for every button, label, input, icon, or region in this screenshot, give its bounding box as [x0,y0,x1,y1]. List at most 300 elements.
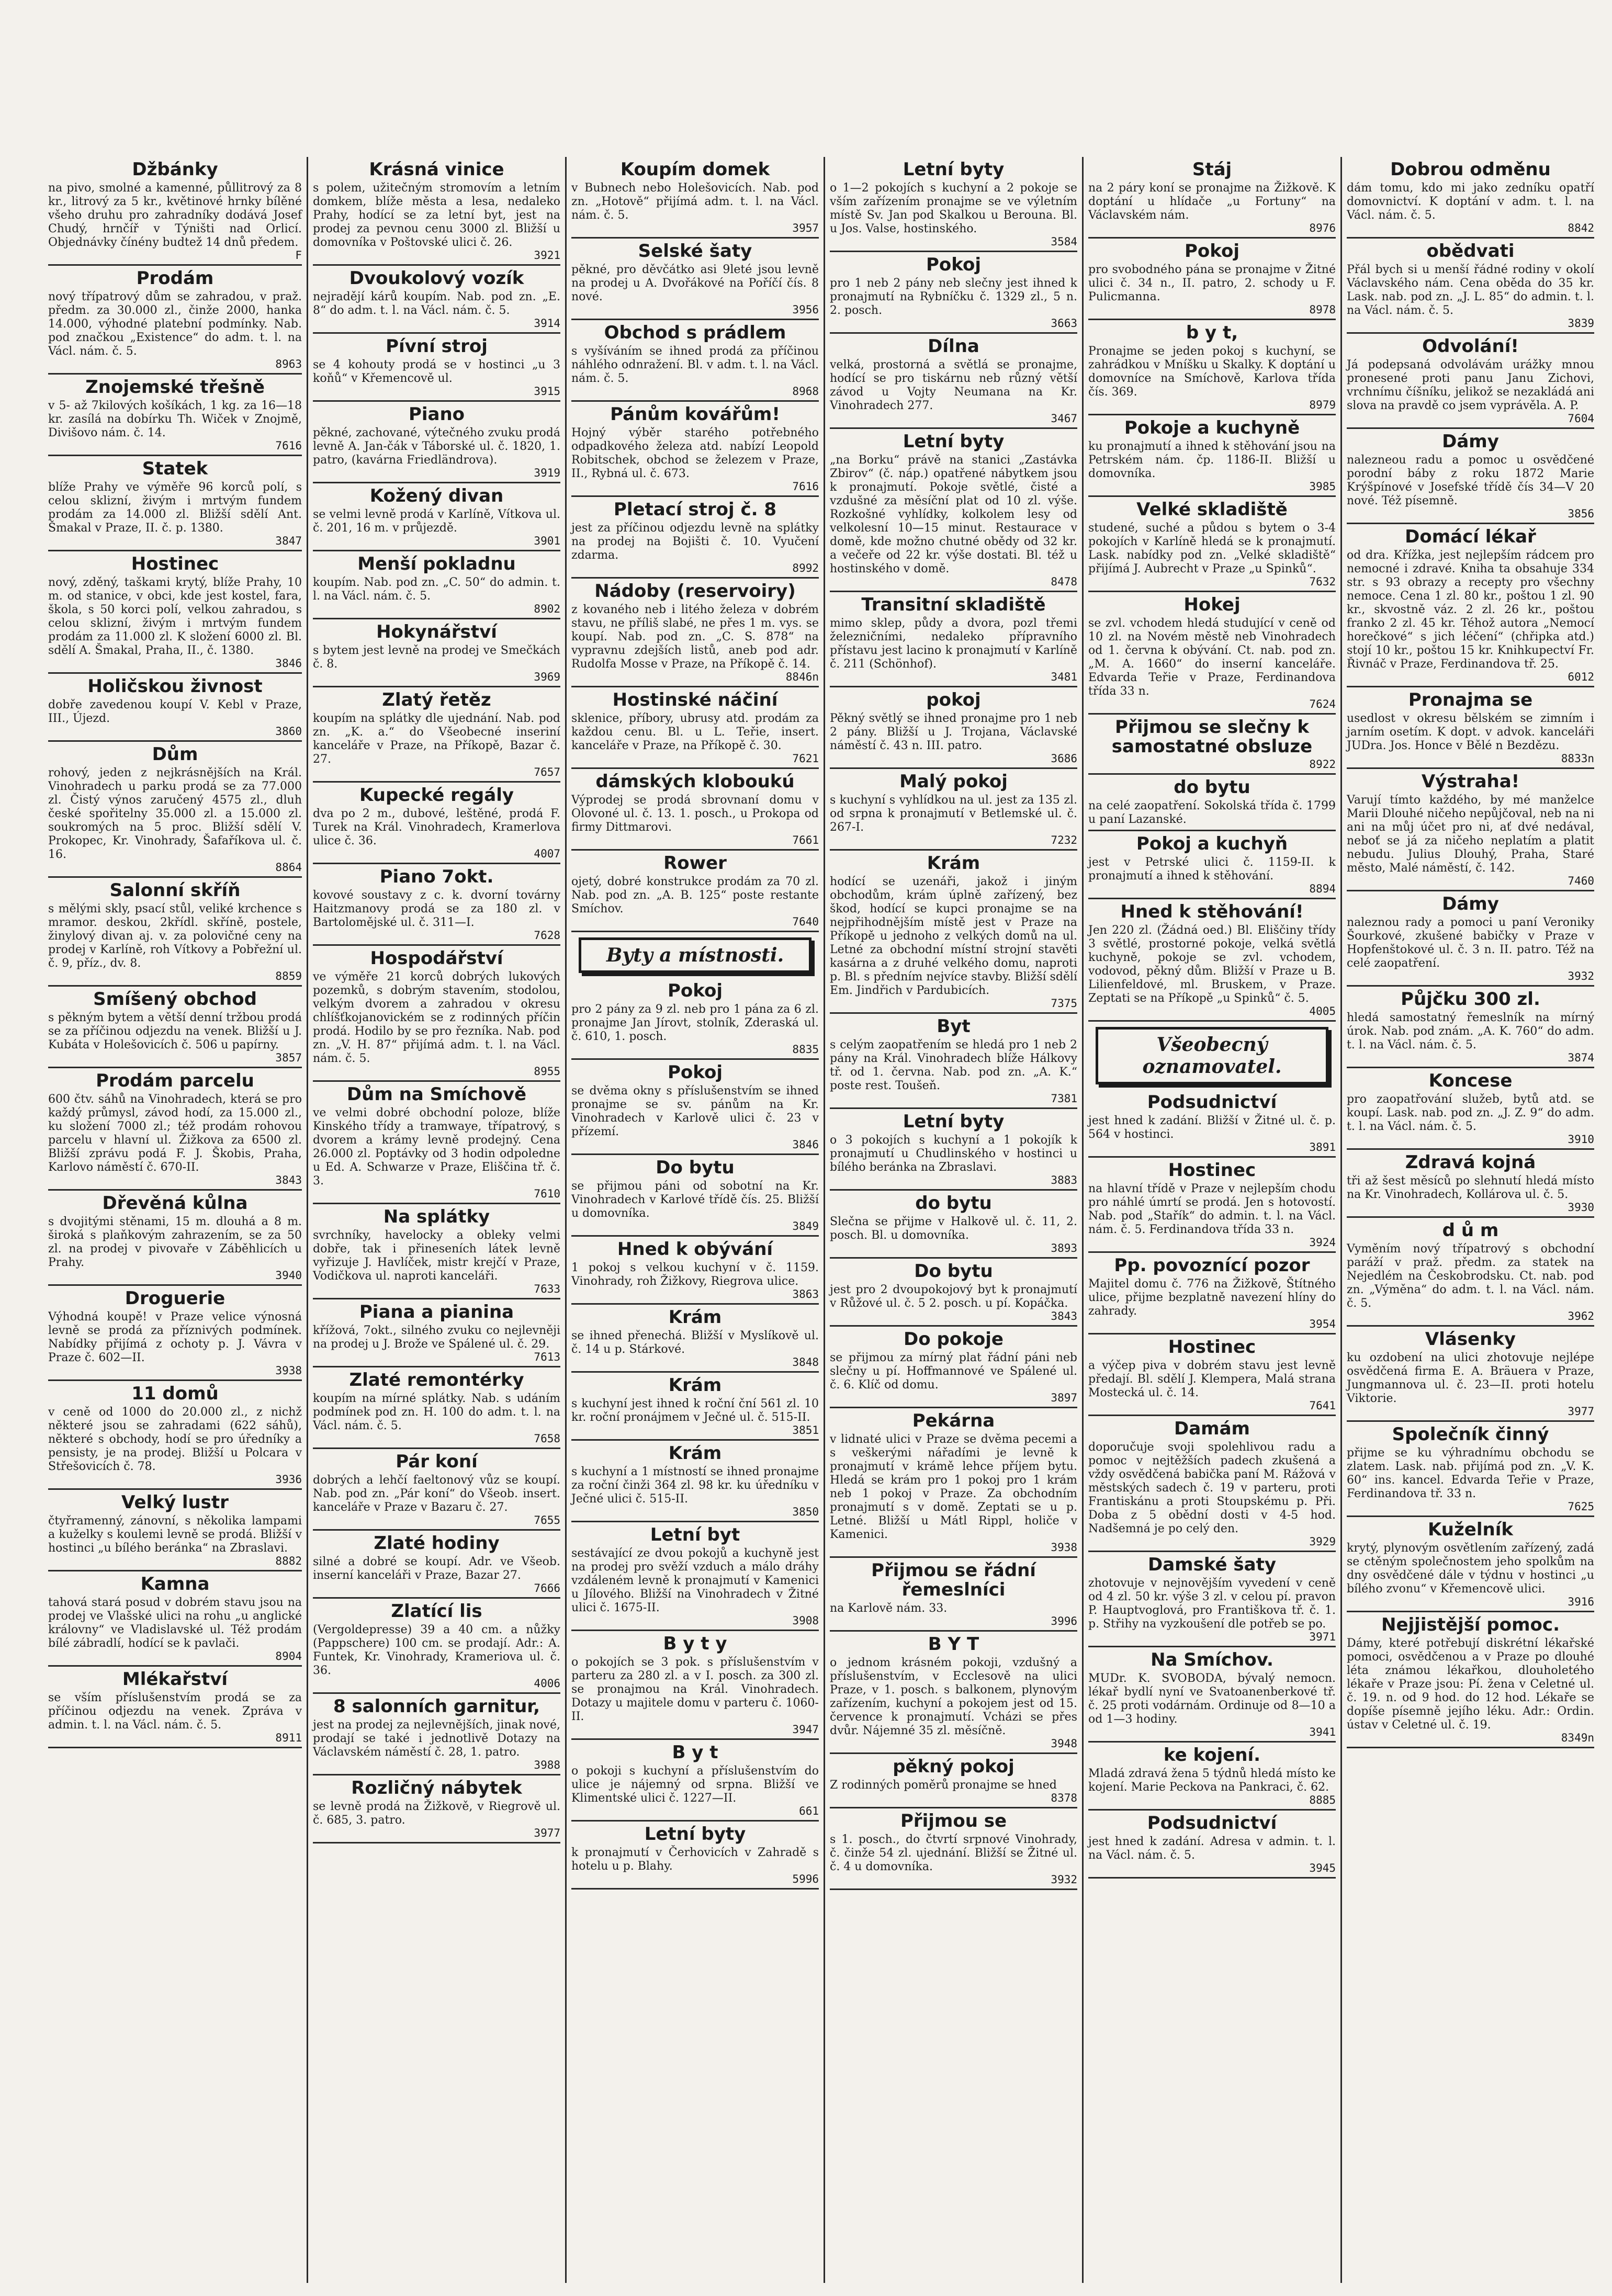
ad-title: Prodám parcelu [96,1070,254,1091]
ad-body: o 3 pokojích s kuchyní a 1 pokojík k pronajmutí u Chudlinského v hostinci u bílého beránka na Zbraslavi. [830,1134,1077,1174]
ad-body: o pokoji s kuchyní a příslušenstvím do ulice je nájemný od srpna. Bližší ve Klimentské ulici č. 1227—II. [571,1765,819,1805]
ad-body: křížová, 7okt., silného zvuku co nejlevněji na prodej u J. Brože ve Spálené ul. č. 29. [313,1324,560,1351]
classified-ad [571,978,819,1060]
classified-ad [571,1822,819,1890]
classified-ad [1347,987,1594,1068]
ad-title: Damám [1174,1418,1250,1439]
ad-code: 7661 [792,834,819,846]
ad-body: s 1. posch., do čtvrtí srpnové Vinohrady, č. činže 54 zl. ujednání. Bližší se Žitné ul. č. 4 u domovníka. [830,1833,1077,1873]
ad-body: přijme se ku výhradnímu obchodu se zlatem. Lask. nab. přijímá pod zn. „V. K. 60“ ins. kancel. Edvarda Teřie v Praze, Ferdinandova tř. 33 n. [1347,1446,1594,1500]
ad-body: z kovaného neb i litého železa v dobrém stavu, ne příliš slabé, ne přes 1 m. vys. se koupí. Nab. pod zn. „C. S. 878“ na vypravnu zdejších listů, aneb pod adr. Rudolfa Mosse v Praze, na Příkopě č. 14. [571,603,819,671]
classified-ad [571,687,819,769]
ad-title: Dům na Smíchově [346,1084,527,1105]
classified-ad [48,157,302,266]
ad-body: jest na prodej za nejlevnějších, jinak nové, prodají se také i jednotlivě Dotazy na Václavském náměstí č. 28, 1. patro. [313,1718,560,1759]
ad-title: Zlatící lis [391,1601,482,1622]
ad-title: Zdravá kojná [1405,1152,1536,1173]
ad-code: 3874 [1568,1051,1594,1064]
classified-ad [1347,1218,1594,1327]
ad-code: 7640 [792,915,819,928]
ad-title: Pánům kovářům! [610,404,780,425]
classified-ad [571,157,819,239]
ad-code: 3919 [534,467,560,479]
ad-body: o jednom krásném pokoji, vzdušný a příslušenstvím, v Ecclesově na ulici Praze, v 1. posch. s balkonem, plynovým zařízením, kuchyní a pokojem jest od 15. července k pronajmutí. Vcházi se přes dvůr. Nájemné 35 zl. měsíčně. [830,1656,1077,1737]
ad-title: Prodám [136,268,214,289]
ad-title: Rozličný nábytek [351,1778,522,1799]
ad-body: ku ozdobení na ulici zhotovuje nejlépe osvědčená firma E. A. Bräuera v Praze, Jungmannova ul. č. 23—II. proti hotelu Viktorie. [1347,1351,1594,1405]
ad-code: 7641 [1309,1399,1336,1412]
ad-code: 8911 [275,1732,302,1744]
classified-ad [1088,775,1336,831]
ad-body: o 1—2 pokojích s kuchyní a 2 pokoje se vším zařízením pronajme se ve výletním místě Sv. Jan pod Skalkou u Berouna. Bl. u Jos. Valse, hostinského. [830,182,1077,235]
ad-code: 3584 [1051,235,1077,248]
ad-body: pěkné, pro děvčátko asi 9leté jsou levně na prodej u A. Dvořákové na Poříčí čís. 8 nové. [571,263,819,303]
ad-code: 3843 [1051,1310,1077,1322]
classified-ad [48,742,302,878]
ad-code: 3969 [534,671,560,683]
ad-code: 8979 [1309,399,1336,411]
ad-body: na pivo, smolné a kamenné, půllitrový za 8 kr., litrový za 5 kr., květinové hrnky bílěné všeho druhu pro zahradníky dodává Josef Chudý, hrnčíř v Týništi nad Orlicí. Objednávky čínény budtež 14 dnů předem. [48,182,302,249]
ad-code: 3686 [1051,752,1077,765]
ad-body: nový třípatrový dům se zahradou, v praž. předm. za 30.000 zl., činže 2000, hanka 14.000, výhodné platební podmínky. Nab. pod značkou „Existence“ do adm. t. l. na Václ. nám. č. 5. [48,290,302,358]
ad-body: k pronajmutí v Čerhovicích v Zahradě s hotelu u p. Blahy. [571,1846,819,1873]
ad-code: 8378 [1051,1792,1077,1804]
classified-ad [1088,1743,1336,1811]
ad-code: 3850 [792,1506,819,1518]
classified-ad [1088,1647,1336,1743]
ad-code: 8833n [1561,752,1594,765]
ad-body: blíže Prahy ve výměře 96 korců polí, s celou sklizní, živým i mrtvým fundem prodám za 14.000 zl. Bližší sdělí Ant. Šmakal v Praze, II. č. p. 1380. [48,481,302,535]
ad-body: ve velmi dobré obchodní poloze, blíže Kinského třídy a tramwaye, třípatrový, s dvorem a krámy levně prodejný. Cena 26.000 zl. Poptávky od 3 hodin odpoledne u Ed. A. Schwarze v Praze, Eliščina tř. č. 3. [313,1106,560,1187]
ad-code: 661 [799,1805,819,1817]
classified-ad [1088,715,1336,775]
classified-ad [313,402,560,483]
classified-ad [571,1631,819,1740]
ad-body: na hlavní třídě v Praze v nejlepším chodu pro náhlé úmrtí se prodá. Jen s hotovostí. Nab. pod „Stařík“ do admin. t. l. na Václ. nám. č. 5. Ferdinandova třída 33 n. [1088,1182,1336,1236]
classified-ad [1347,687,1594,769]
ad-title: Krám [668,1375,722,1396]
ad-code: 3932 [1568,970,1594,982]
ad-body: na celé zaopatření. Sokolská třída č. 1799 u paní Lazanské. [1088,799,1336,826]
ad-code: 8835 [792,1043,819,1056]
ad-title: Hostinské náčiní [612,689,778,710]
ad-body: Vyměním nový třípatrový s obchodní paráží v praž. předm. za statek na Nejedlém na Českobrodsku. Ct. nab. pod zn. „Výměna“ do adm. t. l. na Václ. nám. č. 5. [1347,1242,1594,1310]
ad-title: d ů m [1442,1220,1499,1241]
ad-body: hledá samostatný řemeslník na mírný úrok. Nab. pod znám. „A. K. 760“ do adm. t. l. na Václ. nám. č. 5. [1347,1011,1594,1051]
ad-body: se vším příslušenstvím prodá se za příčinou odjezdu na venek. Zpráva v admin. t. l. na Václ. nám. č. 5. [48,1691,302,1732]
ad-code: 7621 [792,752,819,765]
ad-code: 3977 [534,1827,560,1839]
ad-title: B Y T [928,1634,979,1655]
ad-code: 7624 [1309,698,1336,710]
classified-ad [1088,592,1336,715]
ad-title: Podsudnictví [1147,1813,1277,1834]
ad-code: 3857 [275,1051,302,1064]
ad-title: dámských kloboukú [595,771,795,792]
classified-ad [1088,1090,1336,1158]
ad-code: 3897 [1051,1392,1077,1404]
ad-title: Pívní stroj [386,336,488,357]
ad-code: 3910 [1568,1133,1594,1146]
ad-title: Obchod s prádlem [604,322,786,343]
ad-title: Pokoj a kuchyň [1136,833,1288,854]
ad-body: Mladá zdravá žena 5 týdnů hledá místo ke kojení. Marie Peckova na Pankraci, č. 62. [1088,1767,1336,1794]
classified-ad [830,1259,1077,1327]
ad-body: pro svobodného pána se pronajme v Žitné ulici č. 34 n., II. patro, 2. schody u F. Pulicmanna. [1088,263,1336,303]
ad-title: Malý pokoj [899,771,1008,792]
ad-body: Výhodná koupě! v Praze velice výnosná levně se prodá za příznivých podmínek. Nabídky přijímá z ochoty p. J. Vávra v Praze č. 602—II. [48,1310,302,1364]
ad-title: Na Smíchov. [1151,1649,1273,1670]
classified-ad [830,1558,1077,1632]
ad-code: 8902 [534,603,560,615]
ad-title: Pletací stroj č. 8 [613,499,777,520]
classified-ad [1347,334,1594,429]
ad-body: Pronajme se jeden pokoj s kuchyní, se zahrádkou v Mníšku u Skalky. K doptání u domovníce na Smíchově, Karlova třída čís. 369. [1088,345,1336,399]
classified-ad [1347,429,1594,524]
ad-code: F [295,249,302,262]
ad-title: Pronajma se [1408,689,1533,710]
classified-ad [48,266,302,375]
ad-title: Droguerie [125,1288,226,1309]
ad-title: Do pokoje [904,1329,1004,1350]
ad-body: Hojný výběr starého potřebného odpadkového železa atd. nabízí Leopold Robitschek, obchod se železem v Praze, II., Rybná ul. č. 673. [571,426,819,480]
classified-ad [1088,899,1336,1022]
ad-code: 8992 [792,562,819,574]
ad-title: Hned k obývání [617,1239,773,1260]
ad-code: 8978 [1309,303,1336,316]
ad-code: 4005 [1309,1005,1336,1017]
classified-ad [571,239,819,320]
section-heading: Všeobecný oznamovatel. [1096,1027,1328,1084]
ad-title: Vlásenky [1425,1329,1516,1350]
ad-body: v lidnaté ulici v Praze se dvěma pecemi a s veškerými nářadími je levně k pronajmutí v krámě lehce příjem bytu. Hledá se krám pro 1 pokoj pro 1 krám neb 1 pokoj v Praze. Za obchodním pronajmutí s v domě. Zeptati se u p. Letné. Bližší u Mátl Rippl, holiče v Kamenici. [830,1433,1077,1541]
ad-code: 3846 [275,657,302,670]
classified-ad [830,851,1077,1014]
ad-code: 3467 [1051,412,1077,425]
classified-ad [313,334,560,402]
ad-body: na 2 páry koní se pronajme na Žižkově. K doptání u hlídače „u Fortuny“ na Václavském nám. [1088,182,1336,222]
classified-ad [830,334,1077,429]
ad-body: s polem, užitečným stromovím a letním domkem, blíže města a lesa, nedaleko Prahy, hodící se za letní byt, jest na prodej za pevnou cenu 3000 zl. Bližší u domovníka v Poštovské ulici č. 26. [313,182,560,249]
ad-body: doporučuje svoji spolehlivou radu a pomoc v nejtěžších padech zkušená a vždy osvědčená babička paní M. Rážová v městských sadech č. 19 v parteru, proti Frantiskánu a proti Stoupskému p. Při. Doba z 5 obědní dosti v 4-5 hod. Nadšemná je po celý den. [1088,1441,1336,1535]
classified-ad [1088,415,1336,497]
ad-title: b y t, [1186,322,1238,343]
ad-title: Zlaté hodiny [374,1533,500,1554]
classified-ad [1347,1327,1594,1422]
ad-code: 3916 [1568,1596,1594,1608]
ad-body: MUDr. K. SVOBODA, bývalý nemocn. lékař bydlí nyní ve Svatoanenberkové tř. č. 25 proti vodárnám. Ordinuje od 8—10 a od 1—3 hodiny. [1088,1672,1336,1726]
ad-title: Smíšený obchod [93,989,257,1010]
ad-code: 7655 [534,1514,560,1526]
ad-title: Hospodářství [370,948,503,969]
ad-body: s dvojitými stěnami, 15 m. dlouhá a 8 m. široká s plaňkovým zahrazením, se za 50 zl. na prodej v pivovaře v Záběhlicích u Prahy. [48,1215,302,1269]
ad-title: Dvoukolový vozík [349,268,524,289]
ad-body: koupím na mírné splátky. Nab. s udáním podmínek pod zn. H. 100 do adm. t. l. na Václ. nám. č. 5. [313,1392,560,1432]
ad-body: s kuchyní s vyhlídkou na ul. jest za 135 zl. od srpna k pronajmutí v Betlemské ul. č. 267-I. [830,794,1077,834]
classified-ad [313,619,560,687]
ad-code: 8885 [1309,1794,1336,1806]
classified-ad [830,1808,1077,1890]
classified-ad [830,429,1077,592]
classified-ad [48,456,302,551]
ad-title: Piana a pianina [359,1302,514,1322]
classified-ad [571,769,819,851]
ad-code: 3957 [792,222,819,234]
ad-title: Letní byty [903,1111,1005,1132]
ad-body: pro zaopatřování služeb, bytů atd. se koupí. Lask. nab. pod zn. „J. Z. 9“ do adm. t. l. na Václ. nám. č. 5. [1347,1093,1594,1133]
classified-ad [571,320,819,402]
classified-ad [48,551,302,674]
ad-title: Hostinec [131,553,219,574]
classified-ad [1088,1158,1336,1253]
ad-body: Jen 220 zl. (Žádná oed.) Bl. Eliščiny třídy 3 světlé, prostorné pokoje, velká světlá kuchyně, pokoje se zvl. vchodem, vodovod, pěkný dům. Bližší v Praze u B. Lilienfeldové, ml. Bruskem, v Praze. Zeptati se na Příkopě „u Spinků“ č. 5. [1088,924,1336,1005]
ad-title: Pokoj [1185,241,1239,262]
ad-code: 8882 [275,1555,302,1567]
ad-code: 7628 [534,929,560,942]
classified-ad [830,1014,1077,1109]
ad-code: 3977 [1568,1405,1594,1418]
ad-code: 8904 [275,1650,302,1662]
ad-title: Dobrou odměnu [1390,159,1551,180]
ad-body: se dvěma okny s příslušenstvím se ihned pronajme se sv. pánům na Kr. Vinohradech v Karlově ulici č. 23 v přízemí. [571,1084,819,1138]
ad-code: 3901 [534,535,560,547]
ad-code: 3945 [1309,1862,1336,1874]
ad-body: silné a dobré se koupí. Adr. ve Všeob. inserní kanceláři v Praze, Bazar 27. [313,1555,560,1582]
ad-body: krytý, plynovým osvětlením zařízený, zadá se ctěným společnostem jeho spolkům na dny osvědčené dále v týdnu v hostinci „u bílého zvonu“ v Křemencově ulici. [1347,1542,1594,1596]
ad-body: „na Borku“ právě na stanici „Zastávka Zbirov“ (č. náp.) opatřené nábytkem jsou k pronajmutí. Pokoje světlé, čisté a vzdušné za měsíční plat od 10 zl. výše. Rozkošné vyhlídky, kolkolem lesy od velkolesní 10—15 minut. Restaurace v domě, kde možno chutné obědy od 32 kr. a večeře od 22 kr. výše dostati. Bl. též u hostinského v domě. [830,454,1077,575]
ad-body: tři až šest měsíců po slehnutí hledá místo na Kr. Vinohradech, Kollárova ul. č. 5. [1347,1174,1594,1201]
ad-code: 3936 [275,1473,302,1486]
ad-title: Pár koní [396,1451,478,1472]
ad-code: 3846 [792,1138,819,1151]
ad-title: Hostinec [1168,1160,1256,1181]
ad-body: 1 pokoj s velkou kuchyní v č. 1159. Vinohrady, roh Žižkovy, Riegrova ulice. [571,1261,819,1288]
classified-ad [48,1191,302,1286]
classified-ad [48,1490,302,1571]
ad-code: 3481 [1051,671,1077,683]
classified-ad [1088,157,1336,239]
classified-ad [48,1571,302,1667]
ad-title: Hned k stěhování! [1120,901,1304,922]
ad-code: 3915 [534,385,560,398]
ad-code: 8963 [275,358,302,370]
ad-title: ke kojení. [1163,1745,1261,1766]
ad-code: 7666 [534,1582,560,1594]
ad-code: 3954 [1309,1318,1336,1330]
classified-ad [313,1531,560,1599]
classified-ad [571,1155,819,1237]
classified-ad [48,878,302,987]
column-1 [48,157,307,2283]
classified-ad [1088,831,1336,899]
classified-ad [1088,1334,1336,1416]
ad-title: Letní byty [644,1824,746,1845]
ad-code: 3948 [1051,1737,1077,1750]
ad-body: s mělými skly, psací stůl, veliké krchence s mramor. deskou, 2křídl. skříně, postele, žinylový divan aj. v. za polovičné ceny na prodej v Karlíně, roh Vítkovy a Pobřežní ul. č. 9, příz., dv. 8. [48,902,302,970]
ad-title: Půjčku 300 zl. [1401,989,1540,1010]
ad-code: 8968 [792,385,819,398]
classified-ad [830,1408,1077,1558]
ad-body: Já podepsaná odvolávám urážky mnou pronesené proti panu Janu Zichovi, vrchnímu číšníku, jelikož se nezakládá ani slova na pravdě co jsem vyprávěla. A. P. [1347,358,1594,412]
classified-ad [571,1305,819,1373]
classified-ad [1088,1253,1336,1334]
ad-title: Do bytu [656,1157,735,1178]
ad-title: Pokoj [926,254,981,275]
ad-code: 8864 [275,861,302,874]
ad-body: s kuchyní jest ihned k roční ční 561 zl. 10 kr. roční pronájmem v Ječné ul. č. 515-II. [571,1397,819,1424]
classified-ad [830,1754,1077,1808]
classified-ad [48,1667,302,1748]
ad-title: Kamna [140,1574,210,1594]
ad-title: Krám [668,1307,722,1328]
ad-code: 3941 [1309,1726,1336,1738]
ad-code: 3940 [275,1269,302,1282]
ad-body: nejradějí kárů koupím. Nab. pod zn. „E. 8“ do adm. t. l. na Václ. nám. č. 5. [313,290,560,317]
classified-ad [1347,1612,1594,1748]
ad-code: 7381 [1051,1092,1077,1105]
ad-body: mimo sklep, půdy a dvora, pozl třemi železničními, nedaleko přípravního přístavu jest lacino k pronajmutí v Karlíně č. 211 (Schönhof). [830,617,1077,671]
column-2 [307,157,565,2283]
classified-ad [48,375,302,456]
ad-body: svrchníky, havelocky a obleky velmi dobře, tak i přineseních látek levně vyřizuje J. Havlíček, mistr krejčí v Praze, Vodičkova ul. naproti kanceláři. [313,1229,560,1283]
ad-code: 8842 [1568,222,1594,234]
ad-title: Koncese [1428,1070,1513,1091]
ad-title: Přijmou se slečny k samostatné obsluze [1111,717,1313,757]
ad-code: 3932 [1051,1873,1077,1886]
ad-code: 3947 [792,1723,819,1736]
ad-code: 8859 [275,970,302,982]
ad-body: čtyřramenný, zánovní, s několika lampami a kuželky s koulemi levně se prodá. Bližší v hostinci „u bílého beránka“ na Zbraslavi. [48,1514,302,1555]
classified-ad [313,1599,560,1694]
classified-ad [571,1237,819,1305]
ad-title: Holičskou živnost [87,676,263,697]
ad-body: Majitel domu č. 776 na Žižkově, Štítného ulice, přijme bezplatně navezení hlíny do zahrady. [1088,1277,1336,1318]
ad-title: Dřevěná kůlna [102,1193,248,1214]
ad-body: v 5- až 7kilových košíkách, 1 kg. za 16—18 kr. zasílá na dobírku Th. Wiček v Znojmě, Divišovo nám. č. 14. [48,399,302,439]
ad-body: jest hned k zadání. Bližší v Žitné ul. č. p. 564 v hostinci. [1088,1114,1336,1141]
classified-ad [313,864,560,946]
ad-code: 3663 [1051,317,1077,330]
classified-ad [313,1082,560,1204]
classified-ad [1347,1150,1594,1218]
ad-code: 3996 [1051,1615,1077,1627]
ad-code: 3929 [1309,1535,1336,1548]
ad-code: 6012 [1568,671,1594,683]
ad-code: 3891 [1309,1141,1336,1153]
ad-title: Damské šaty [1147,1554,1277,1575]
ad-title: pokoj [926,689,981,710]
classified-ad [313,946,560,1082]
classified-ad [830,592,1077,687]
ad-body: se zvl. vchodem hledá studující v ceně od 10 zl. na Novém městě neb Vinohradech od 1. června k obývání. Ct. nab. pod zn. „M. A. 1660“ do inserní kanceláře. Edvarda Teřie v Praze, Ferdinandova třída 33 n. [1088,617,1336,698]
ad-body: Výprodej se prodá sbrovnaní domu v Olovoné ul. č. 13. 1. posch., u Prokopa od firmy Dittmarovi. [571,794,819,834]
ad-title: Pokoj [668,980,723,1001]
classified-ad [313,551,560,619]
classified-ad [313,783,560,864]
classified-ad [1347,1422,1594,1517]
ad-body: s vyšíváním se ihned prodá za příčinou náhlého odnražení. Bl. v adm. t. l. na Václ. nám. č. 5. [571,345,819,385]
ad-code: 7232 [1051,834,1077,846]
ad-code: 3843 [275,1174,302,1186]
ad-body: pro 1 neb 2 pány neb slečny jest ihned k pronajmutí na Rybníčku č. 1329 zl., 5 n. 2. posch. [830,277,1077,317]
classified-ad [313,687,560,783]
ad-body: na Karlově nám. 33. [830,1602,948,1615]
ad-code: 3938 [1051,1541,1077,1554]
ad-code: 3988 [534,1759,560,1771]
classified-ad [830,252,1077,334]
classified-ad [1088,239,1336,320]
ad-code: 7658 [534,1432,560,1445]
ad-title: Salonní skříň [109,880,241,901]
classified-ad [48,1286,302,1381]
ad-body: ku pronajmutí a ihned k stěhování jsou na Petrském nám. čp. 1186-II. Bližší u domovníka. [1088,440,1336,480]
ad-title: Menší pokladnu [357,553,516,574]
ad-code: 8955 [534,1065,560,1078]
classified-ad [830,1632,1077,1754]
ad-body: studené, suché a půdou s bytem o 3-4 pokojích v Karlíně hledá se k pronajmutí. Lask. nabídky pod zn. „Velké skladiště“ přijímá J. Aubrecht v Praze „u Spinků“. [1088,522,1336,575]
ad-title: Dámy [1442,893,1499,914]
classified-ad [1088,1552,1336,1647]
ad-code: 7657 [534,766,560,778]
classified-ad [571,579,819,687]
ad-body: s celým zaopatřením se hledá pro 1 neb 2 pány na Král. Vinohradech blíže Hálkovy tř. od 1. června. Nab. pod zn. „A. K.“ poste rest. Toušeň. [830,1038,1077,1092]
ad-code: 3930 [1568,1201,1594,1214]
ad-title: Společník činný [1392,1424,1549,1445]
ad-code: 7460 [1568,875,1594,887]
section-heading: Byty a místnosti. [579,937,811,973]
ad-code: 7616 [275,439,302,452]
ad-title: Krám [668,1443,722,1464]
ad-code: 3924 [1309,1236,1336,1249]
ad-body: zhotovuje v nejnovějším vyvedení v ceně od 4 zl. 50 kr. výše 3 zl. v celou pí. pravon P. Hauptvoglová, pro Františkova tř. č. 1. p. Střihy na vyzkoušení dle potřeb se po. [1088,1577,1336,1631]
ad-title: Statek [142,458,208,479]
ad-body: Z rodinných poměrů pronajme se hned [830,1779,1057,1792]
ad-code: 8478 [1051,575,1077,588]
ad-code: 8846n [785,671,819,683]
classified-ad [830,157,1077,252]
ad-body: koupím. Nab. pod zn. „C. 50“ do admin. t. l. na Václ. nám. č. 5. [313,576,560,603]
classified-ad [313,157,560,266]
ad-code: 3962 [1568,1310,1594,1322]
ad-title: Selské šaty [638,241,752,262]
classified-ad [571,851,819,932]
ad-body: s kuchyní a 1 místností se ihned pronajme za roční činži 364 zl. 98 kr. ku úředníku v Ječné ulici č. 515-II. [571,1465,819,1506]
classified-ad [313,1367,560,1449]
ad-code: 3938 [275,1364,302,1377]
ad-title: Domácí lékař [1405,526,1536,547]
ad-title: 11 domů [131,1383,219,1404]
ad-body: jest hned k zadání. Adresa v admin. t. l. na Václ. nám. č. 5. [1088,1835,1336,1862]
ad-body: Varují tímto každého, by mé manželce Marii Dlouhé ničeho nepůjčoval, neb na ni ani na můj účet pro ni, ať dvé nedával, neboť se já za ničeho neplatím a platit nebudu. Julius Dlouhý, Praha, Staré město, Malé náměstí, č. 142. [1347,794,1594,875]
ad-body: sklenice, příbory, ubrusy atd. prodám za každou cenu. Bl. u L. Teřie, insert. kanceláře v Praze, na Příkopě č. 30. [571,712,819,752]
ad-title: Piano [408,404,465,425]
ad-body: se velmi levně prodá v Karlíně, Vítkova ul. č. 201, 16 m. v průjezdě. [313,508,560,535]
ad-code: 7616 [792,480,819,493]
ad-code: 7633 [534,1283,560,1295]
ad-code: 3863 [792,1288,819,1300]
column-6 [1340,157,1599,2283]
ad-code: 3908 [792,1614,819,1627]
classified-ad [1347,157,1594,239]
ad-body: (Vergoldepresse) 39 a 40 cm. a nůžky (Pappschere) 100 cm. se prodají. Adr.: A. Funtek, Kr. Vinohrady, Krameriova ul. č. 36. [313,1623,560,1677]
classified-ad [571,1522,819,1631]
ad-body: Dámy, které potřebují diskrétní lékařské pomoci, osvědčenou a v Praze po dlouhé léta známou lékařkou, dlouholetého lékaře v Praze jsou: Pí. žena v Celetné ul. č. 19. n. od 9 hod. do 12 hod. Lékaře se dopíše písemně jejího léku. Adr.: Ordin. ústav v Celetné ul. č. 19. [1347,1637,1594,1732]
classified-ad [571,1060,819,1155]
ad-code: 3893 [1051,1242,1077,1254]
ad-code: 5996 [792,1873,819,1885]
ad-code: 3848 [792,1356,819,1368]
ad-body: se ihned přenechá. Bližší v Myslíkově ul. č. 14 u p. Stárkové. [571,1329,819,1356]
